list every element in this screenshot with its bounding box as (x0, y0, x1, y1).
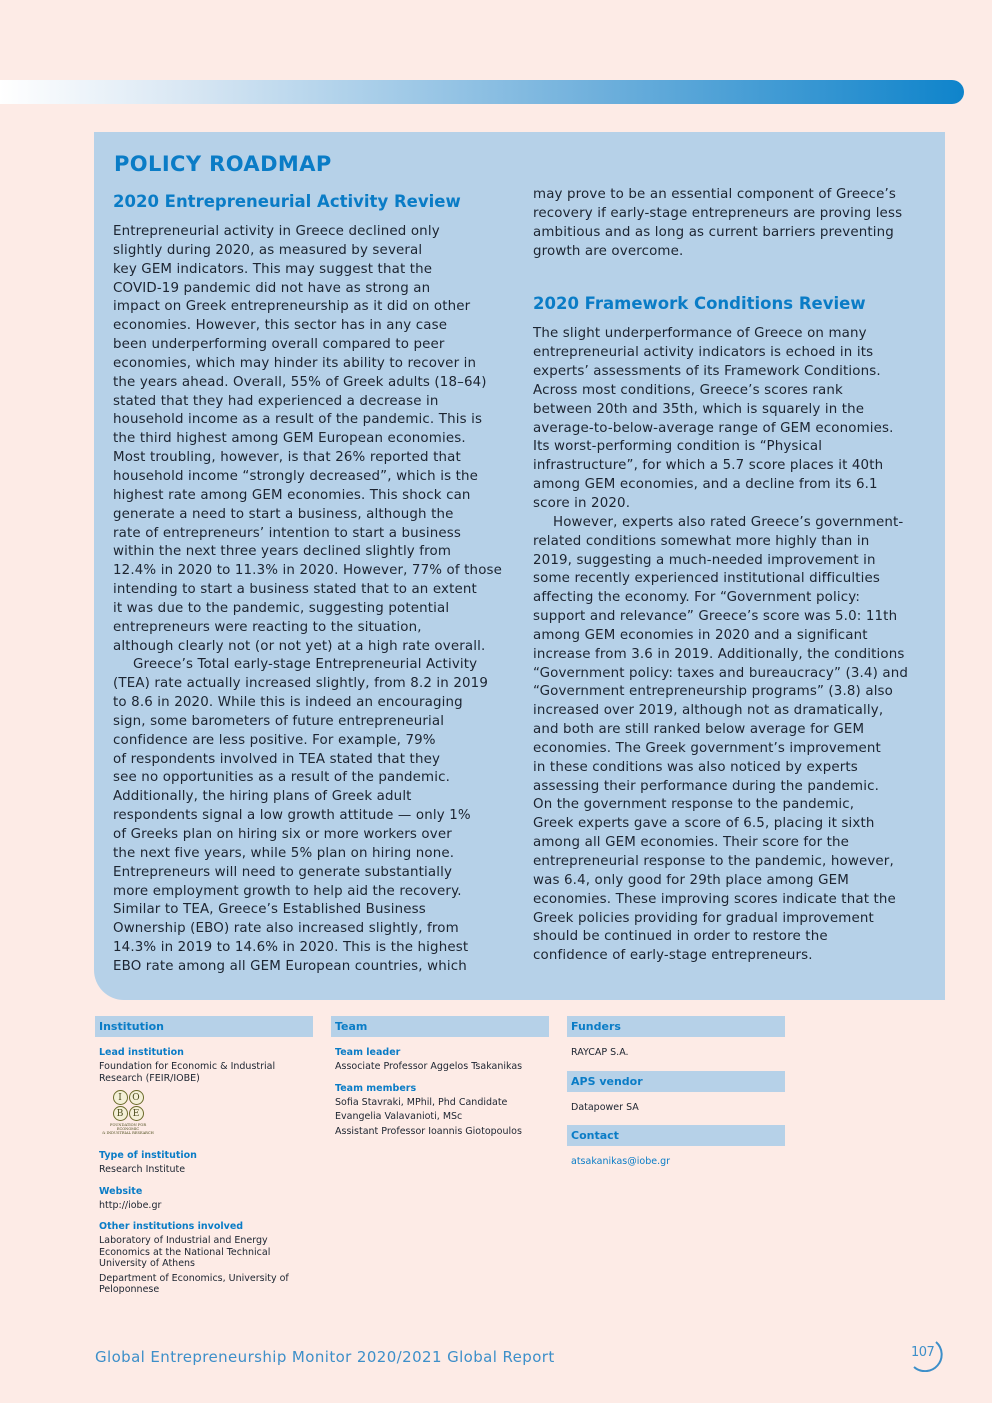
team-column (331, 1016, 549, 1140)
logo-letter: B (113, 1106, 128, 1121)
page-number-text: 107 (911, 1345, 935, 1360)
framework-review-paragraph-2: However, experts also rated Greece’s government- related conditions somewhat more highly than in 2019, suggesting a much-needed improvement in some recently experienced institutional difficulties affecting the economy. For “Government policy: support and relevance” Greece’s score was 5.0: 11th among GEM economies in 2020 and a significant increase from 3.6 in 2019. Additionally, the conditions “Government policy: taxes and bureaucracy” (3.4) and “Government entrepreneurship programs” (3.8) also increased over 2019, although not as dramatically, and both are still ranked below average for GEM economies. The Greek government’s improvement in these conditions was also noticed by experts assessing their performance during the pandemic. On the government response to the pandemic, Greek experts gave a score of 6.5, placing it sixth among all GEM economies. Their score for the entrepreneurial response to the pandemic, however, was 6.4, only good for 29th place among GEM economies. These improving scores indicate that the Greek policies providing for gradual improvement should be continued in order to restore the confidence of early-stage entrepreneurs. (533, 514, 909, 964)
funders-header: Funders (567, 1016, 785, 1037)
activity-review-paragraph-1: Entrepreneurial activity in Greece declined only slightly during 2020, as measured by several key GEM indicators. This may suggest that the COVID-19 pandemic did not have as strong an impact on Greek entrepreneurship as it did on other economies. However, this sector has in any case been underperforming overall compared to peer economies, which may hinder its ability to recover in the years ahead. Overall, 55% of Greek adults (18–64) stated that they had experienced a decrease in household income as a result of the pandemic. This is the third highest among GEM European economies. Most troubling, however, is that 26% reported that household income “strongly decreased”, which is the highest rate among GEM economies. This shock can generate a need to start a business, although the rate of entrepreneurs’ intention to start a business within the next three years declined slightly from 12.4% in 2020 to 11.3% in 2020. However, 77% of those intending to start a business stated that to an extent it was due to the pandemic, suggesting potential entrepreneurs were reacting to the situation, although clearly not (or not yet) at a high rate overall. (113, 224, 503, 654)
activity-review-paragraph-3: may prove to be an essential component of Greece’s recovery if early-stage entrepreneurs are proving less ambitious and as long as current barriers preventing growth are overcome. (533, 187, 903, 259)
team-member: Assistant Professor Ioannis Giotopoulos (335, 1125, 522, 1137)
roadmap-right-column (533, 186, 926, 966)
framework-review-heading: 2020 Framework Conditions Review (533, 294, 866, 314)
logo-letter: I (113, 1090, 128, 1105)
website-label: Website (99, 1185, 143, 1197)
roadmap-title: POLICY ROADMAP (114, 152, 332, 176)
activity-review-paragraph-2: Greece’s Total early-stage Entrepreneurial Activity (TEA) rate actually increased slightly, from 8.2 in 2019 to 8.6 in 2020. While this is indeed an encouraging sign, some barometers of future entrepreneurial confidence are less positive. For example, 79% of respondents involved in TEA stated that they see no opportunities as a result of the pandemic. Additionally, the hiring plans of Greek adult respondents signal a low growth attitude — only 1% of Greeks plan on hiring six or more workers over the next five years, while 5% plan on hiring none. Entrepreneurs will need to generate substantially more employment growth to help aid the recovery. Similar to TEA, Greece’s Established Business Ownership (EBO) rate also increased slightly, from 14.3% in 2019 to 14.6% in 2020. This is the highest EBO rate among all GEM European countries, which (113, 657, 489, 974)
page-number (906, 1338, 946, 1372)
aps-vendor-header: APS vendor (567, 1071, 785, 1092)
contact-header: Contact (567, 1125, 785, 1146)
institution-header: Institution (95, 1016, 313, 1037)
other-institutions-label: Other institutions involved (99, 1221, 244, 1232)
other-institution-1: Laboratory of Industrial and Energy Economics at the National Technical University of Athens (99, 1235, 271, 1269)
team-leader-label: Team leader (335, 1047, 401, 1058)
footer-report-title: Global Entrepreneurship Monitor 2020/2021 Global Report (95, 1348, 555, 1366)
iobe-logo (99, 1090, 157, 1140)
website-link[interactable]: http://iobe.gr (99, 1199, 162, 1211)
logo-letter: O (129, 1090, 144, 1105)
team-leader-value: Associate Professor Aggelos Tsakanikas (335, 1061, 523, 1072)
other-institution-2: Department of Economics, University of Peloponnese (99, 1272, 289, 1295)
logo-caption: FOUNDATION FOR ECONOMIC & INDUSTRIAL RESEARCH (102, 1123, 154, 1136)
team-header: Team (331, 1016, 549, 1037)
team-members-label: Team members (335, 1082, 417, 1094)
team-member: Sofia Stavraki, MPhil, Phd Candidate (335, 1096, 508, 1108)
institution-type-value: Research Institute (99, 1164, 186, 1175)
lead-institution-label: Lead institution (99, 1047, 184, 1058)
policy-roadmap-panel (94, 132, 945, 1000)
contact-email-link[interactable]: atsakanikas@iobe.gr (571, 1156, 671, 1167)
aps-vendor-value: Datapower SA (571, 1101, 639, 1113)
roadmap-left-column (113, 190, 506, 977)
activity-review-heading: 2020 Entrepreneurial Activity Review (113, 192, 461, 211)
header-gradient-bar (0, 80, 964, 104)
institution-column (95, 1016, 313, 1299)
institution-type-label: Type of institution (99, 1150, 197, 1161)
framework-review-paragraph-1: The slight underperformance of Greece on many entrepreneurial activity indicators is echoed in its experts’ assessments of its Framework Conditions. Across most conditions, Greece’s scores rank between 20th and 35th, which is squarely in the average-to-below-average range of GEM economies. Its worst-performing condition is “Physical infrastructure”, for which a 5.7 score places it 40th among GEM economies, and a decline from its 6.1 score in 2020. (533, 326, 894, 511)
team-member: Evangelia Valavanioti, MSc (335, 1111, 463, 1122)
funders-column (567, 1016, 785, 1171)
lead-institution-value: Foundation for Economic & Industrial Research (FEIR/IOBE) (99, 1061, 276, 1084)
funders-value: RAYCAP S.A. (571, 1047, 629, 1058)
logo-letter: E (129, 1106, 144, 1121)
